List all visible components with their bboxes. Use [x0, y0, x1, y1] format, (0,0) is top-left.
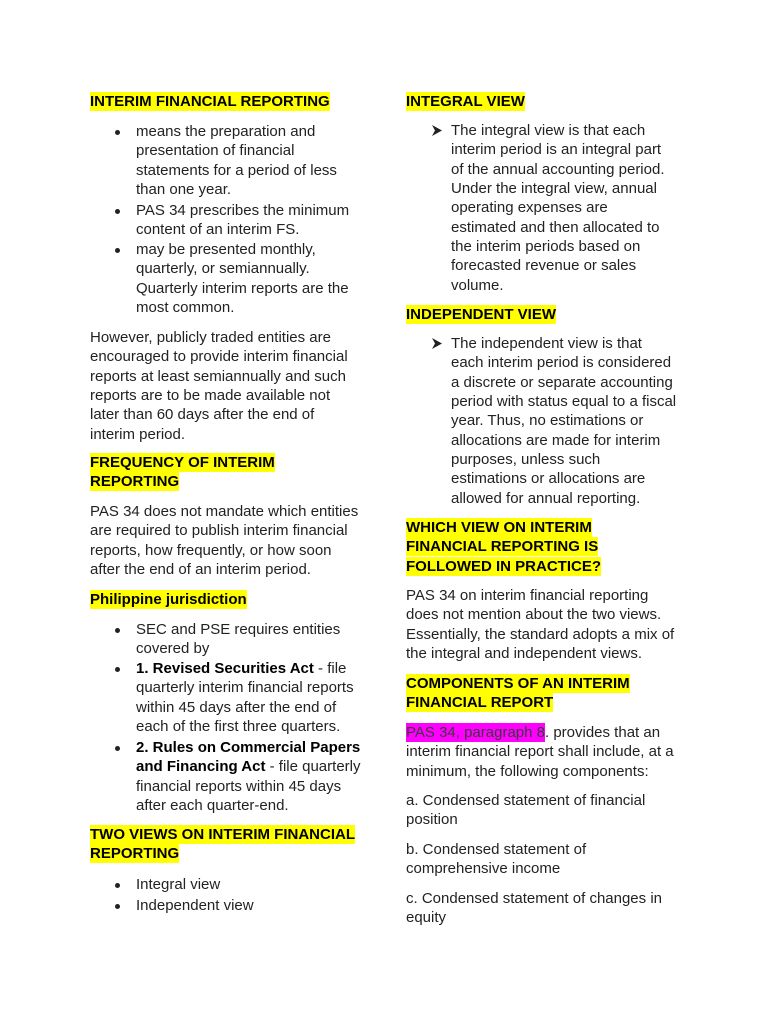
- bullet-icon: [115, 628, 120, 633]
- bullet-icon: [115, 746, 120, 751]
- component-item: [406, 791, 645, 830]
- left-column: [90, 0, 390, 1024]
- philippine-jurisdiction-heading-text: Philippine jurisdiction: [90, 591, 247, 608]
- list-item-text: The independent view is that each interim period is considered a discrete or separate accounting period with status equal to a fiscal year. Thus, no estimations or allocations are made for interim purposes, unless such estimations or allocations are allowed for annual reporting.: [451, 335, 677, 507]
- list-item-bold-text: 1. Revised Securities Act: [136, 660, 314, 677]
- list-item: [136, 201, 349, 240]
- frequency-paragraph: [90, 502, 358, 579]
- philippine-jurisdiction-heading: [90, 590, 247, 609]
- paragraph-text: However, publicly traded entities are encouraged to provide interim financial reports at least semiannually and such reports are to be made available not later than 60 days after the end of interim period.: [90, 329, 348, 443]
- list-item-text: may be presented monthly, quarterly, or semiannually. Quarterly interim reports are the most common.: [136, 241, 349, 317]
- list-item: [136, 738, 361, 815]
- list-item: [136, 240, 349, 317]
- practice-heading: [406, 518, 601, 576]
- component-item: [406, 889, 662, 928]
- paragraph-text: PAS 34 on interim financial reporting does not mention about the two views. Essentially, the standard adopts a mix of the integral and independent views.: [406, 587, 675, 663]
- list-item-text: - file quarterly interim financial reports within 45 days after the end of each of the first three quarters.: [136, 660, 354, 736]
- list-item: [451, 121, 665, 295]
- standard-reference-highlight: PAS 34, paragraph 8: [406, 724, 545, 741]
- integral-view-heading-text: INTEGRAL VIEW: [406, 93, 525, 110]
- list-item-text: means the preparation and presentation of financial statements for a period of less than one year.: [136, 123, 337, 199]
- component-item-text: b. Condensed statement of comprehensive income: [406, 841, 587, 878]
- list-item: [136, 896, 254, 915]
- paragraph-text: PAS 34 does not mandate which entities are required to publish interim financial reports, how frequently, or how soon after the end of an interim period.: [90, 503, 359, 579]
- components-heading: [406, 674, 630, 713]
- independent-view-heading-text: INDEPENDENT VIEW: [406, 306, 557, 323]
- publicly-traded-paragraph: [90, 328, 348, 444]
- list-item-text: PAS 34 prescribes the minimum content of an interim FS.: [136, 202, 350, 239]
- list-item: [136, 875, 220, 894]
- list-item: [451, 334, 676, 508]
- two-views-heading: [90, 825, 355, 864]
- list-item-text: SEC and PSE requires entities covered by: [136, 621, 341, 658]
- list-item-text: Integral view: [136, 876, 221, 893]
- practice-heading-text: WHICH VIEW ON INTERIM FINANCIAL REPORTING IS FOLLOWED IN PRACTICE?: [406, 519, 601, 575]
- arrowhead-bullet-icon: [432, 125, 442, 136]
- list-item-text: Independent view: [136, 897, 254, 914]
- bullet-icon: [115, 209, 120, 214]
- bullet-icon: [115, 248, 120, 253]
- bullet-icon: [115, 883, 120, 888]
- list-item: [136, 122, 337, 199]
- two-views-heading-text: TWO VIEWS ON INTERIM FINANCIAL REPORTING: [90, 826, 355, 863]
- arrowhead-bullet-icon: [432, 338, 442, 349]
- bullet-icon: [115, 130, 120, 135]
- components-heading-text: COMPONENTS OF AN INTERIM FINANCIAL REPORT: [406, 675, 630, 712]
- component-item-text: c. Condensed statement of changes in equity: [406, 890, 662, 927]
- list-item: [136, 620, 340, 659]
- practice-paragraph: [406, 586, 674, 663]
- list-item: [136, 659, 354, 736]
- interim-reporting-heading: [90, 92, 330, 111]
- list-item-text: The integral view is that each interim period is an integral part of the annual accounting period. Under the integral view, annual operating expenses are estimated and then allocated to the interim periods based on forecasted revenue or sales volume.: [451, 122, 665, 294]
- components-intro-paragraph: [406, 723, 674, 781]
- frequency-heading: [90, 453, 275, 492]
- bullet-icon: [115, 667, 120, 672]
- independent-view-heading: [406, 305, 556, 324]
- frequency-heading-text: FREQUENCY OF INTERIM REPORTING: [90, 454, 275, 491]
- right-column: [406, 0, 736, 1024]
- component-item: [406, 840, 586, 879]
- interim-reporting-heading-text: INTERIM FINANCIAL REPORTING: [90, 93, 330, 110]
- list-item-bold-text: 2. Rules on Commercial Papers and Financing Act: [136, 739, 361, 776]
- component-item-text: a. Condensed statement of financial position: [406, 792, 646, 829]
- paragraph-text: . provides that an interim financial report shall include, at a minimum, the following components:: [406, 724, 674, 780]
- bullet-icon: [115, 904, 120, 909]
- integral-view-heading: [406, 92, 525, 111]
- list-item-text: - file quarterly financial reports within 45 days after each quarter-end.: [136, 758, 361, 815]
